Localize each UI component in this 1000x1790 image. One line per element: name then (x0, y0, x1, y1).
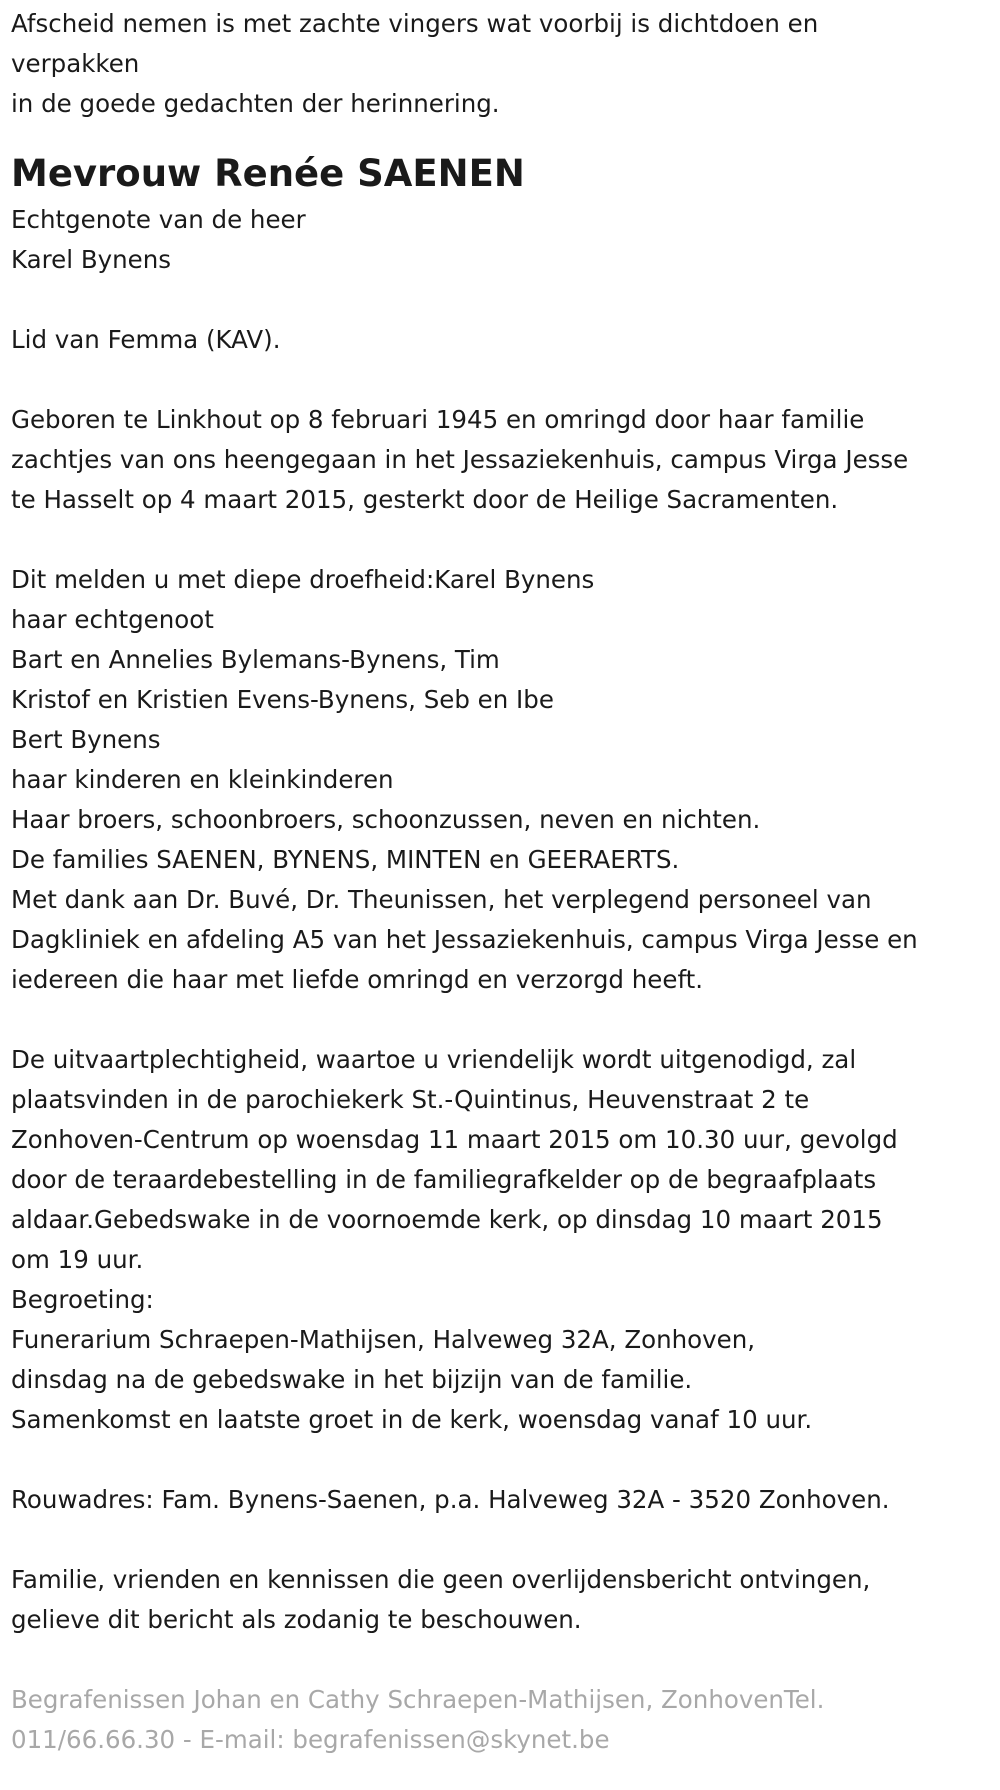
funeral-home-footer (11, 1680, 990, 1760)
footer-line: 011/66.66.30 - E-mail: begrafenissen@skynet.be (11, 1725, 610, 1754)
text-line: De families SAENEN, BYNENS, MINTEN en GEERAERTS. (11, 845, 680, 874)
text-line: te Hasselt op 4 maart 2015, gesterkt door de Heilige Sacramenten. (11, 485, 839, 514)
spouse-line: Karel Bynens (11, 245, 172, 274)
motto (11, 4, 990, 124)
spacer (11, 1440, 990, 1480)
motto-line: Afscheid nemen is met zachte vingers wat voorbij is dichtdoen en (11, 9, 819, 38)
ceremony-paragraph (11, 1040, 990, 1440)
text-line: Funerarium Schraepen-Mathijsen, Halveweg 32A, Zonhoven, (11, 1325, 756, 1354)
deceased-name: Mevrouw Renée SAENEN (11, 152, 525, 195)
footer-line: Begrafenissen Johan en Cathy Schraepen-Mathijsen, ZonhovenTel. (11, 1685, 825, 1714)
birth-death-paragraph (11, 400, 990, 520)
membership: Lid van Femma (KAV). (11, 325, 281, 354)
text-line: Begroeting: (11, 1285, 154, 1314)
text-line: Dit melden u met diepe droefheid:Karel Bynens (11, 565, 595, 594)
motto-line: verpakken (11, 49, 140, 78)
mourning-address: Rouwadres: Fam. Bynens-Saenen, p.a. Halveweg 32A - 3520 Zonhoven. (11, 1485, 890, 1514)
spouse-line: Echtgenote van de heer (11, 205, 306, 234)
spacer (11, 520, 990, 560)
text-line: Bert Bynens (11, 725, 161, 754)
text-line: Dagkliniek en afdeling A5 van het Jessaziekenhuis, campus Virga Jesse en (11, 925, 918, 954)
motto-line: in de goede gedachten der herinnering. (11, 89, 500, 118)
spacer (11, 280, 990, 320)
text-line: Geboren te Linkhout op 8 februari 1945 en omringd door haar familie (11, 405, 865, 434)
text-line: door de teraardebestelling in de familiegrafkelder op de begraafplaats (11, 1165, 877, 1194)
text-line: aldaar.Gebedswake in de voornoemde kerk, op dinsdag 10 maart 2015 (11, 1205, 883, 1234)
text-line: haar echtgenoot (11, 605, 214, 634)
text-line: om 19 uur. (11, 1245, 144, 1274)
spacer (11, 124, 990, 148)
text-line: Met dank aan Dr. Buvé, Dr. Theunissen, het verplegend personeel van (11, 885, 872, 914)
spacer (11, 1000, 990, 1040)
text-line: Haar broers, schoonbroers, schoonzussen, neven en nichten. (11, 805, 761, 834)
spacer (11, 1520, 990, 1560)
text-line: haar kinderen en kleinkinderen (11, 765, 394, 794)
text-line: Samenkomst en laatste groet in de kerk, woensdag vanaf 10 uur. (11, 1405, 813, 1434)
text-line: Bart en Annelies Bylemans-Bynens, Tim (11, 645, 500, 674)
text-line: plaatsvinden in de parochiekerk St.-Quintinus, Heuvenstraat 2 te (11, 1085, 810, 1114)
text-line: De uitvaartplechtigheid, waartoe u vriendelijk wordt uitgenodigd, zal (11, 1045, 857, 1074)
announcement-paragraph (11, 560, 990, 1000)
text-line: zachtjes van ons heengegaan in het Jessaziekenhuis, campus Virga Jesse (11, 445, 909, 474)
text-line: Zonhoven-Centrum op woensdag 11 maart 2015 om 10.30 uur, gevolgd (11, 1125, 898, 1154)
text-line: dinsdag na de gebedswake in het bijzijn van de familie. (11, 1365, 693, 1394)
text-line: Familie, vrienden en kennissen die geen overlijdensbericht ontvingen, (11, 1565, 871, 1594)
text-line: iedereen die haar met liefde omringd en verzorgd heeft. (11, 965, 704, 994)
closing-paragraph (11, 1560, 990, 1640)
spacer (11, 1640, 990, 1680)
text-line: Kristof en Kristien Evens-Bynens, Seb en Ibe (11, 685, 554, 714)
spacer (11, 360, 990, 400)
text-line: gelieve dit bericht als zodanig te beschouwen. (11, 1605, 582, 1634)
